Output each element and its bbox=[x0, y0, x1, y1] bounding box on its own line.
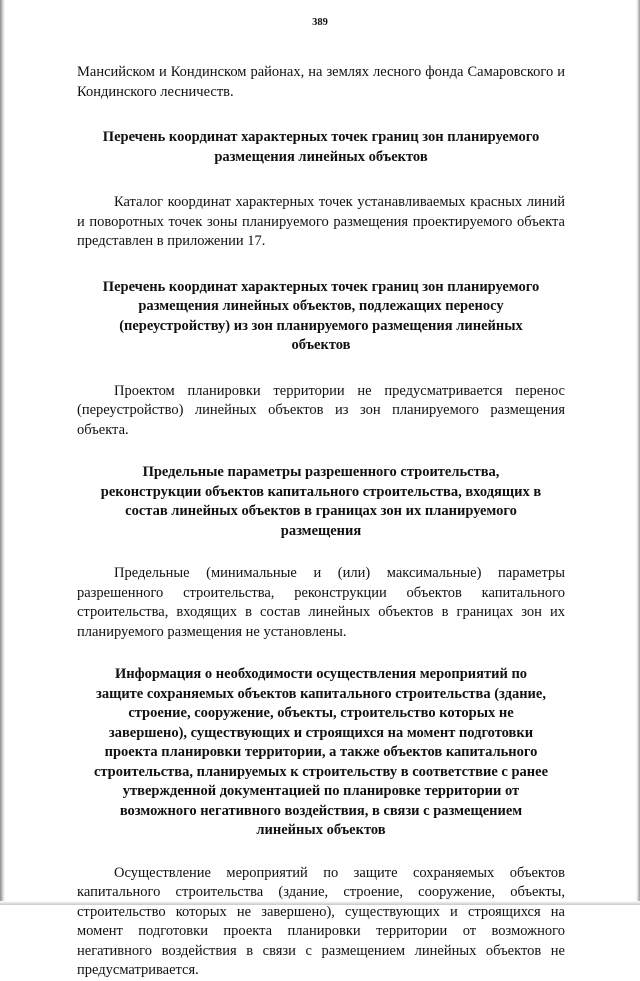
section-heading-relocation: Перечень координат характерных точек границ зон планируемого размещения линейных объектов, подлежащих переносу (переустройству) из зон планируемого размещения линейных объектов bbox=[102, 278, 540, 353]
scan-right-edge bbox=[636, 0, 640, 905]
document-body bbox=[77, 63, 565, 981]
page-number: 389 bbox=[312, 17, 328, 28]
section-heading-protection-measures: Информация о необходимости осуществления мероприятий по защите сохраняемых объектов капитального строительства (здание, строение, сооружение, объекты, строительство которых не завершено), существующих и строящихся на момент подготовки проекта планировки территории, а также объектов капитального строительства, планируемых к строительству в соответствие с ранее утвержденной документацией по планировке территории от возможного негативного воздействия, в связи с размещением линейных объектов bbox=[93, 666, 549, 838]
paragraph-limit-parameters: Предельные (минимальные и (или) максимальные) параметры разрешенного строительства, реконструкции объектов капитального строительства, входящих в состав линейных объектов в границах зон их планируемого размещения не установлены. bbox=[77, 565, 565, 640]
paragraph-protection-measures: Осуществление мероприятий по защите сохраняемых объектов капитального строительства (здание, строение, сооружение, объекты, строительство которых не завершено), существующих и строящихся на момент подготовки проекта планировки территории от возможного негативного воздействия в связи с размещением линейных объектов не предусматривается. bbox=[77, 864, 565, 978]
section-heading-limit-parameters: Предельные параметры разрешенного строительства, реконструкции объектов капитального строительства, входящих в состав линейных объектов в границах зон их планируемого размещения bbox=[100, 464, 542, 539]
intro-paragraph: Мансийском и Кондинском районах, на землях лесного фонда Самаровского и Кондинского лесничеств. bbox=[77, 64, 565, 100]
paragraph-coordinates-catalog: Каталог координат характерных точек устанавливаемых красных линий и поворотных точек зоны планируемого размещения проектируемого объекта представлен в приложении 17. bbox=[77, 194, 565, 249]
paragraph-relocation: Проектом планировки территории не предусматривается перенос (переустройство) линейных объектов из зон планируемого размещения объекта. bbox=[77, 382, 565, 438]
scan-left-edge bbox=[0, 0, 5, 905]
section-heading-coordinates: Перечень координат характерных точек границ зон планируемого размещения линейных объектов bbox=[102, 129, 540, 165]
